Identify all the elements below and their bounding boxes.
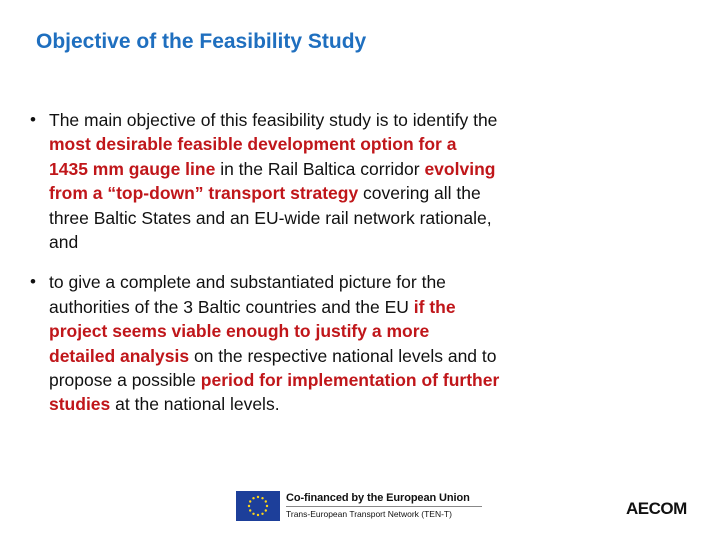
bullet-highlight: if the project seems viable enough to justify a more detailed analysis — [49, 296, 456, 366]
bullet-text: at the national levels. — [110, 394, 280, 415]
bullet-text: covering all the three Baltic States and an EU-wide rail network rationale, and — [49, 183, 492, 253]
eu-star-icon — [266, 505, 268, 507]
bullet-text: The main objective of this feasibility study is to identify the — [49, 110, 498, 130]
bullet-text: to give a complete and substantiated picture for the authorities of the 3 Baltic countries and the EU — [49, 272, 446, 317]
bullet-item — [30, 270, 500, 416]
bullet-dot-icon: • — [30, 110, 36, 129]
eu-star-icon — [257, 514, 259, 516]
eu-star-icon — [252, 497, 254, 499]
bullet-highlight: most desirable feasible development option for a 1435 mm gauge line — [49, 134, 457, 179]
eu-star-icon — [248, 505, 250, 507]
aecom-logo: AECOM — [626, 499, 687, 518]
bullet-highlight: evolving from a “top-down” transport strategy — [49, 158, 496, 204]
eu-star-icon — [249, 500, 251, 502]
bullet-text: on the respective national levels and to propose a possible — [49, 345, 497, 391]
footer-divider — [286, 506, 482, 507]
bullet-dot-icon: • — [30, 272, 36, 292]
eu-star-icon — [261, 497, 263, 499]
eu-flag-icon — [236, 491, 280, 521]
eu-star-icon — [261, 513, 263, 515]
eu-star-icon — [249, 509, 251, 511]
eu-star-icon — [265, 500, 267, 502]
bullet-list — [30, 108, 500, 433]
cofinance-line2: Trans-European Transport Network (TEN-T) — [286, 509, 452, 519]
eu-star-icon — [257, 496, 259, 498]
bullet-item — [30, 108, 500, 254]
eu-star-icon — [252, 513, 254, 515]
eu-cofinance-logo — [236, 491, 482, 523]
cofinance-line1: Co-financed by the European Union — [286, 492, 470, 504]
bullet-text: in the Rail Baltica corridor — [215, 158, 425, 179]
eu-star-icon — [265, 509, 267, 511]
bullet-highlight: period for implementation of further studies — [49, 370, 500, 415]
slide-title: Objective of the Feasibility Study — [36, 30, 367, 53]
